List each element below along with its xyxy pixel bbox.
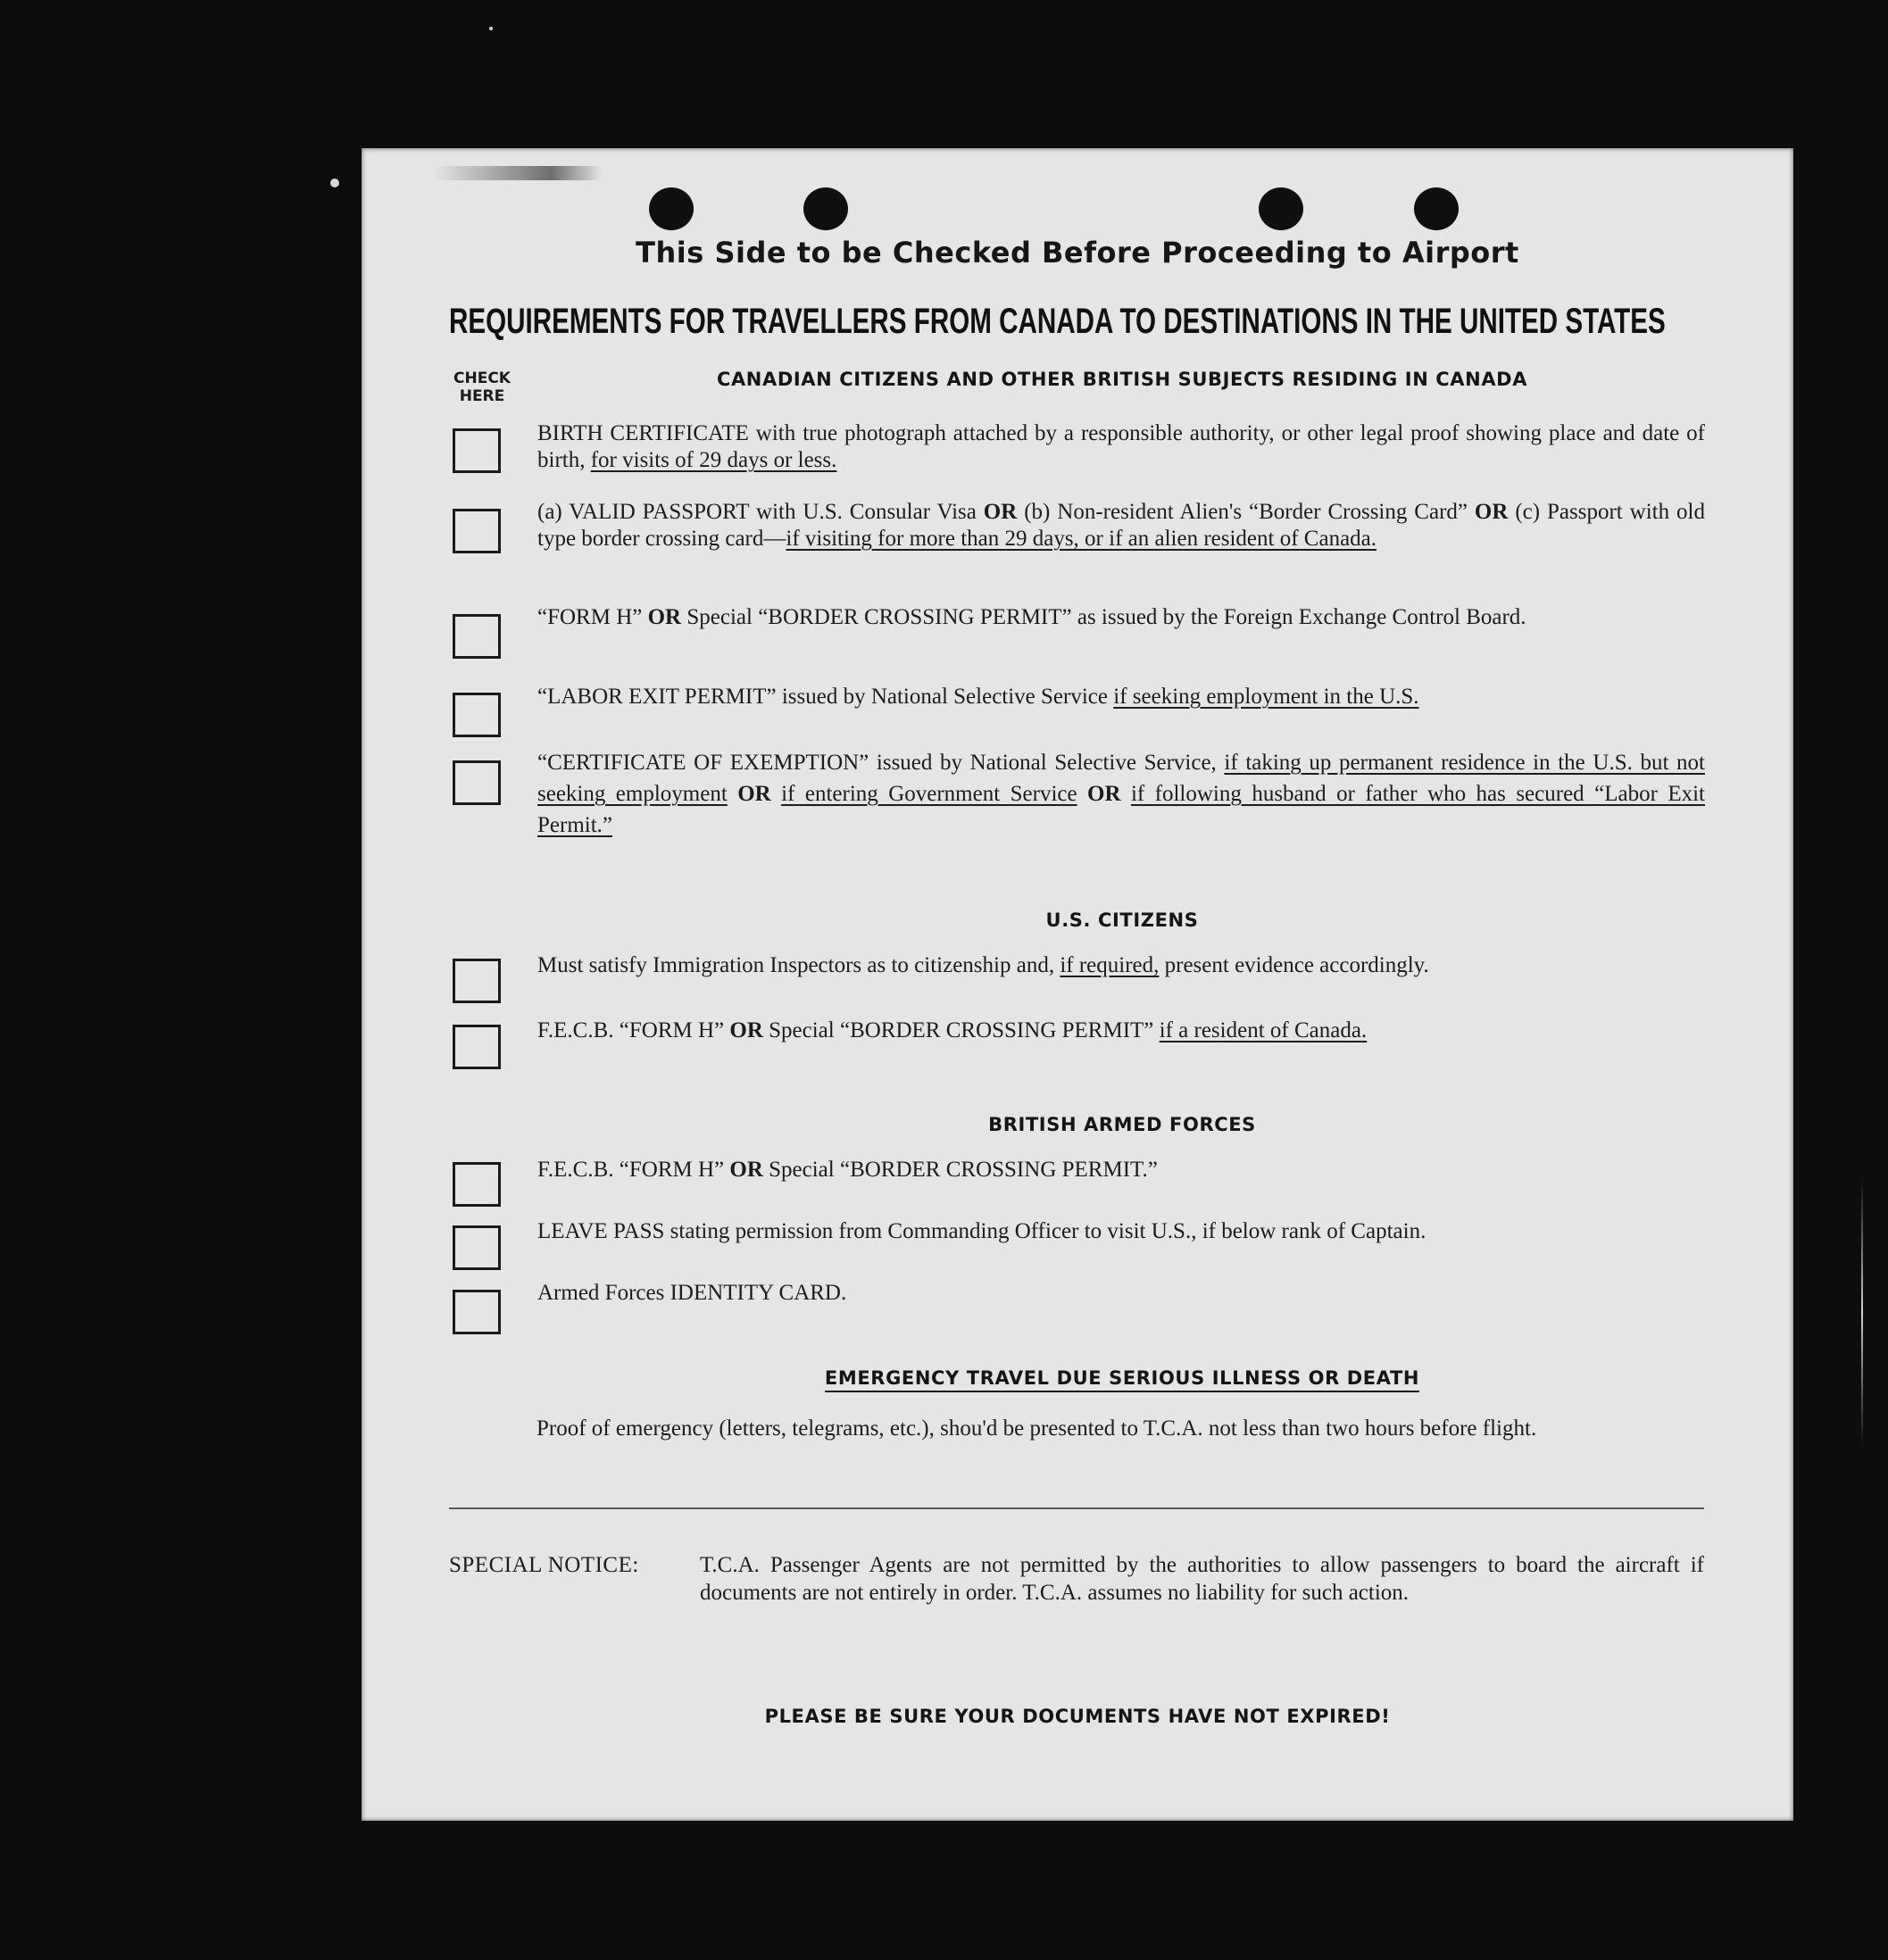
checkbox-birth-certificate[interactable] bbox=[453, 428, 501, 473]
item-fecb-form-h-forces: F.E.C.B. “FORM H” OR Special “BORDER CROSSING PERMIT.” bbox=[537, 1158, 1158, 1182]
checkbox-leave-pass[interactable] bbox=[453, 1225, 501, 1270]
checkbox-identity-card[interactable] bbox=[453, 1290, 501, 1334]
scan-speck bbox=[489, 27, 493, 30]
punch-hole bbox=[649, 187, 694, 230]
section-title-us-citizens: U.S. CITIZENS bbox=[1045, 909, 1199, 931]
item-certificate-of-exemption: “CERTIFICATE OF EXEMPTION” issued by National Selective Service, if taking up permanent residence in the U.S. but not seeking employment OR if entering Government Service OR if following husband or father who has secured “Labor Exit Permit.” bbox=[537, 751, 1705, 837]
item-birth-certificate: BIRTH CERTIFICATE with true photograph attached by a responsible authority, or other legal proof showing place and date of birth, for visits of 29 days or less. bbox=[537, 421, 1705, 472]
punch-hole bbox=[1414, 187, 1459, 230]
divider bbox=[449, 1507, 1704, 1509]
item-identity-card: Armed Forces IDENTITY CARD. bbox=[537, 1281, 847, 1305]
punch-hole bbox=[1259, 187, 1303, 230]
check-label-line: CHECK bbox=[453, 370, 511, 387]
item-satisfy-inspectors: Must satisfy Immigration Inspectors as to citizenship and, if required, present evidence accordingly. bbox=[537, 953, 1429, 977]
punch-hole bbox=[803, 187, 848, 230]
check-here-label bbox=[451, 370, 513, 405]
scan-artifact-line bbox=[1861, 1178, 1863, 1446]
checkbox-fecb-form-h-us[interactable] bbox=[453, 1025, 501, 1069]
section-title-british-forces: BRITISH ARMED FORCES bbox=[988, 1114, 1256, 1135]
item-labor-exit-permit: “LABOR EXIT PERMIT” issued by National Selective Service if seeking employment in the U.S. bbox=[537, 685, 1419, 709]
scan-speck bbox=[330, 179, 339, 187]
check-label-line: HERE bbox=[459, 387, 505, 405]
checkbox-certificate-of-exemption[interactable] bbox=[453, 760, 501, 805]
checkbox-form-h[interactable] bbox=[453, 614, 501, 659]
item-leave-pass: LEAVE PASS stating permission from Commanding Officer to visit U.S., if below rank of Captain. bbox=[537, 1219, 1426, 1243]
item-form-h: “FORM H” OR Special “BORDER CROSSING PERMIT” as issued by the Foreign Exchange Control Board. bbox=[537, 605, 1526, 629]
checkbox-satisfy-inspectors[interactable] bbox=[453, 959, 501, 1003]
checkbox-labor-exit-permit[interactable] bbox=[453, 693, 501, 737]
special-notice-text: T.C.A. Passenger Agents are not permitted by the authorities to allow passengers to board the aircraft if documents are not entirely in order. T.C.A. assumes no liability for such action. bbox=[700, 1553, 1704, 1605]
expiry-reminder: PLEASE BE SURE YOUR DOCUMENTS HAVE NOT EXPIRED! bbox=[764, 1706, 1391, 1727]
top-heading: This Side to be Checked Before Proceeding to Airport bbox=[636, 236, 1519, 270]
section-title-canadian: CANADIAN CITIZENS AND OTHER BRITISH SUBJECTS RESIDING IN CANADA bbox=[716, 369, 1528, 390]
item-valid-passport: (a) VALID PASSPORT with U.S. Consular Visa OR (b) Non-resident Alien's “Border Crossing Card” OR (c) Passport with old type border crossing card—if visiting for more than 29 days, or if an alien resident of Canada. bbox=[537, 500, 1705, 551]
checkbox-valid-passport[interactable] bbox=[453, 509, 501, 553]
section-title-emergency: EMERGENCY TRAVEL DUE SERIOUS ILLNESS OR DEATH bbox=[540, 1367, 1704, 1389]
item-fecb-form-h-us: F.E.C.B. “FORM H” OR Special “BORDER CROSSING PERMIT” if a resident of Canada. bbox=[537, 1018, 1368, 1042]
checkbox-fecb-form-h-forces[interactable] bbox=[453, 1162, 501, 1207]
ink-smudge bbox=[433, 166, 603, 180]
special-notice-label: SPECIAL NOTICE: bbox=[449, 1553, 639, 1577]
form-page bbox=[362, 148, 1793, 1821]
emergency-text: Proof of emergency (letters, telegrams, etc.), shou'd be presented to T.C.A. not less than two hours before flight. bbox=[536, 1416, 1537, 1441]
main-heading: REQUIREMENTS FOR TRAVELLERS FROM CANADA TO DESTINATIONS IN THE UNITED STATES bbox=[449, 302, 1666, 341]
